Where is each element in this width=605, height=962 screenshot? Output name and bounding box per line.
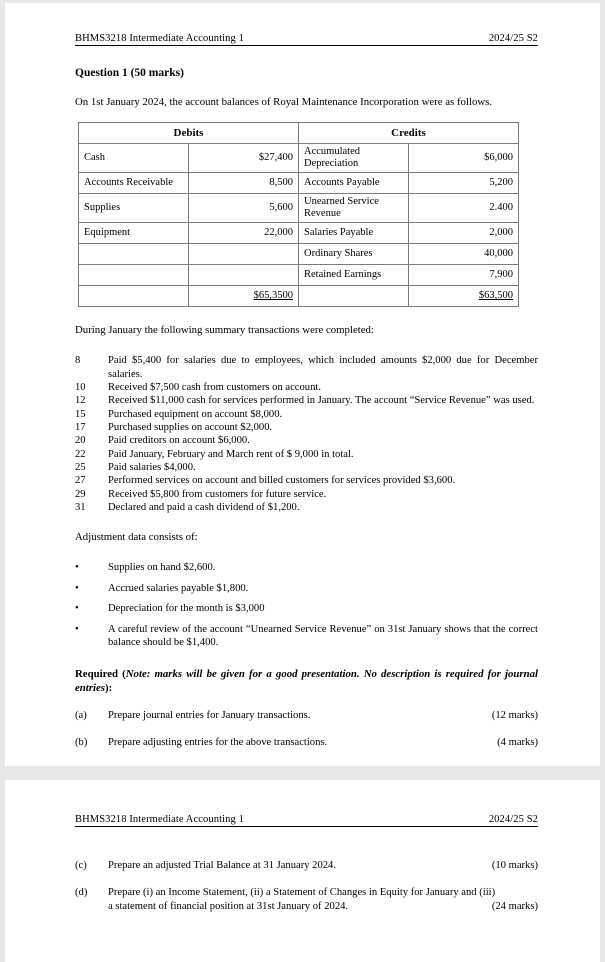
transaction-day: 29: [75, 488, 86, 500]
header-term: 2024/25 S2: [488, 814, 538, 825]
requirement-description: Prepare adjusting entries for the above transactions.: [108, 737, 328, 749]
debits-total: $65,3500: [189, 286, 299, 307]
list-item: [75, 736, 538, 750]
debit-amount: $27,400: [189, 144, 299, 173]
transaction-text: Received $5,800 from customers for future service.: [108, 488, 327, 500]
debit-amount: 8,500: [189, 173, 299, 194]
transaction-text: Performed services on account and billed customers for services provided $3,600.: [108, 475, 456, 487]
credit-amount: 40,000: [409, 244, 519, 265]
header-term: 2024/25 S2: [488, 33, 538, 44]
requirement-body: [108, 709, 538, 723]
credit-amount: 7,900: [409, 265, 519, 286]
required-items-page-2: [75, 859, 538, 913]
requirement-description: Prepare journal entries for January transactions.: [108, 710, 311, 722]
adjustment-text: A careful review of the account “Unearned Service Revenue” on 31st January shows that the correct balance should be $1,400.: [108, 623, 538, 648]
list-item: [75, 709, 538, 723]
list-item: [75, 394, 538, 407]
account-balances-table: [78, 122, 519, 307]
list-item: [75, 859, 538, 873]
table-row: [79, 194, 519, 223]
requirement-description: Prepare an adjusted Trial Balance at 31 January 2024.: [108, 860, 336, 871]
transaction-day: 17: [75, 422, 86, 434]
table-row: [79, 265, 519, 286]
transaction-text: Paid salaries $4,000.: [108, 462, 196, 474]
requirement-letter: (b): [75, 737, 88, 749]
table-row: [79, 244, 519, 265]
debit-amount: 22,000: [189, 223, 299, 244]
credit-account-name: Retained Earnings: [299, 265, 409, 286]
list-item: [75, 623, 538, 650]
list-item: [75, 354, 538, 381]
credits-total: $63,500: [409, 286, 519, 307]
required-note-close: ):: [105, 682, 113, 695]
list-item: [75, 886, 538, 914]
transaction-text: Received $7,500 cash from customers on account.: [108, 382, 321, 393]
table-totals-row: [79, 286, 519, 307]
page-header: [75, 814, 538, 827]
transaction-day: 20: [75, 435, 86, 447]
debit-account-name: [79, 265, 189, 286]
requirement-marks: (24 marks): [491, 900, 538, 912]
list-item: [75, 474, 538, 487]
column-header-credits: Credits: [299, 123, 519, 144]
debit-account-name: Supplies: [79, 194, 189, 223]
credit-account-name: Unearned Service Revenue: [299, 194, 409, 223]
adjustment-text: Accrued salaries payable $1,800.: [108, 582, 249, 594]
bullet-icon: •: [75, 582, 79, 594]
credit-account-name: Accounts Payable: [299, 173, 409, 194]
transactions-list: [75, 354, 538, 514]
transaction-day: 15: [75, 408, 86, 420]
transaction-day: 8: [75, 355, 81, 367]
list-item: [75, 602, 538, 615]
requirement-letter: (c): [75, 860, 87, 871]
requirement-body: [108, 736, 538, 750]
list-item: [75, 408, 538, 421]
list-item: [75, 421, 538, 434]
table-row: [79, 144, 519, 173]
adjustments-lead-in: Adjustment data consists of:: [75, 531, 198, 544]
credit-amount: 5,200: [409, 173, 519, 194]
transaction-text: Paid creditors on account $6,000.: [108, 435, 250, 447]
bullet-icon: •: [75, 623, 79, 635]
adjustment-text: Depreciation for the month is $3,000: [108, 603, 265, 615]
required-statement: [75, 667, 538, 695]
adjustments-list: [75, 561, 538, 649]
document-page-1: [5, 3, 600, 766]
list-item: [75, 561, 538, 574]
list-item: [75, 461, 538, 474]
list-item: [75, 381, 538, 394]
credit-amount: 2,000: [409, 223, 519, 244]
column-header-debits: Debits: [79, 123, 299, 144]
question-title: Question 1 (50 marks): [75, 67, 184, 79]
totals-debit-label: [79, 286, 189, 307]
transaction-day: 22: [75, 448, 86, 460]
required-note: Note: marks will be given for a good presentation. No description is required for journal entries: [75, 668, 538, 695]
question-intro: On 1st January 2024, the account balances of Royal Maintenance Incorporation were as follows.: [75, 96, 493, 108]
required-items-page-1: [75, 709, 538, 750]
page-header: [75, 33, 538, 46]
transaction-text: Paid $5,400 for salaries due to employees, which included amounts $2,000 due for December salaries.: [108, 355, 538, 380]
requirement-marks: (12 marks): [491, 710, 538, 722]
totals-credit-label: [299, 286, 409, 307]
debit-amount: [189, 244, 299, 265]
transaction-text: Paid January, February and March rent of $ 9,000 in total.: [108, 448, 354, 460]
adjustment-text: Supplies on hand $2,600.: [108, 562, 216, 574]
transaction-day: 27: [75, 475, 86, 487]
credit-account-name: Accumulated Depreciation: [299, 144, 409, 173]
transaction-text: Declared and paid a cash dividend of $1,200.: [108, 502, 300, 514]
list-item: [75, 582, 538, 595]
requirement-letter: (a): [75, 710, 87, 722]
debit-account-name: Cash: [79, 144, 189, 173]
list-item: [75, 488, 538, 501]
debit-account-name: Accounts Receivable: [79, 173, 189, 194]
debit-account-name: [79, 244, 189, 265]
list-item: [75, 448, 538, 461]
requirement-body: [108, 859, 538, 873]
bullet-icon: •: [75, 562, 79, 574]
transaction-text: Received $11,000 cash for services performed in January. The account “Service Revenue” was used.: [108, 395, 535, 407]
debit-account-name: Equipment: [79, 223, 189, 244]
requirement-marks: (10 marks): [491, 860, 538, 871]
transactions-lead-in: During January the following summary transactions were completed:: [75, 324, 374, 337]
bullet-icon: •: [75, 603, 79, 615]
requirement-marks: (4 marks): [497, 737, 538, 749]
transaction-day: 10: [75, 382, 86, 393]
required-note-open: (: [118, 668, 126, 681]
required-label: Required: [75, 668, 118, 681]
credit-amount: $6,000: [409, 144, 519, 173]
transaction-day: 31: [75, 502, 86, 514]
debit-amount: [189, 265, 299, 286]
header-course-title: BHMS3218 Intermediate Accounting 1: [75, 33, 244, 44]
table-row: [79, 223, 519, 244]
header-course-title: BHMS3218 Intermediate Accounting 1: [75, 814, 244, 825]
table-group-header-row: [79, 123, 519, 144]
requirement-description: Prepare (i) an Income Statement, (ii) a Statement of Changes in Equity for January and (iii): [108, 886, 496, 898]
list-item: [75, 501, 538, 514]
requirement-description-line2: a statement of financial position at 31st January of 2024.: [108, 900, 349, 912]
transaction-text: Purchased equipment on account $8,000.: [108, 408, 283, 420]
transaction-day: 25: [75, 462, 86, 474]
table-row: [79, 173, 519, 194]
requirement-letter: (d): [75, 886, 88, 898]
transaction-text: Purchased supplies on account $2,000.: [108, 422, 273, 434]
document-page-2: [5, 780, 600, 962]
credit-account-name: Ordinary Shares: [299, 244, 409, 265]
debit-amount: 5,600: [189, 194, 299, 223]
transaction-day: 12: [75, 395, 86, 407]
credit-amount: 2.400: [409, 194, 519, 223]
credit-account-name: Salaries Payable: [299, 223, 409, 244]
requirement-body: [108, 886, 538, 914]
page-separator: [5, 766, 600, 780]
list-item: [75, 434, 538, 447]
